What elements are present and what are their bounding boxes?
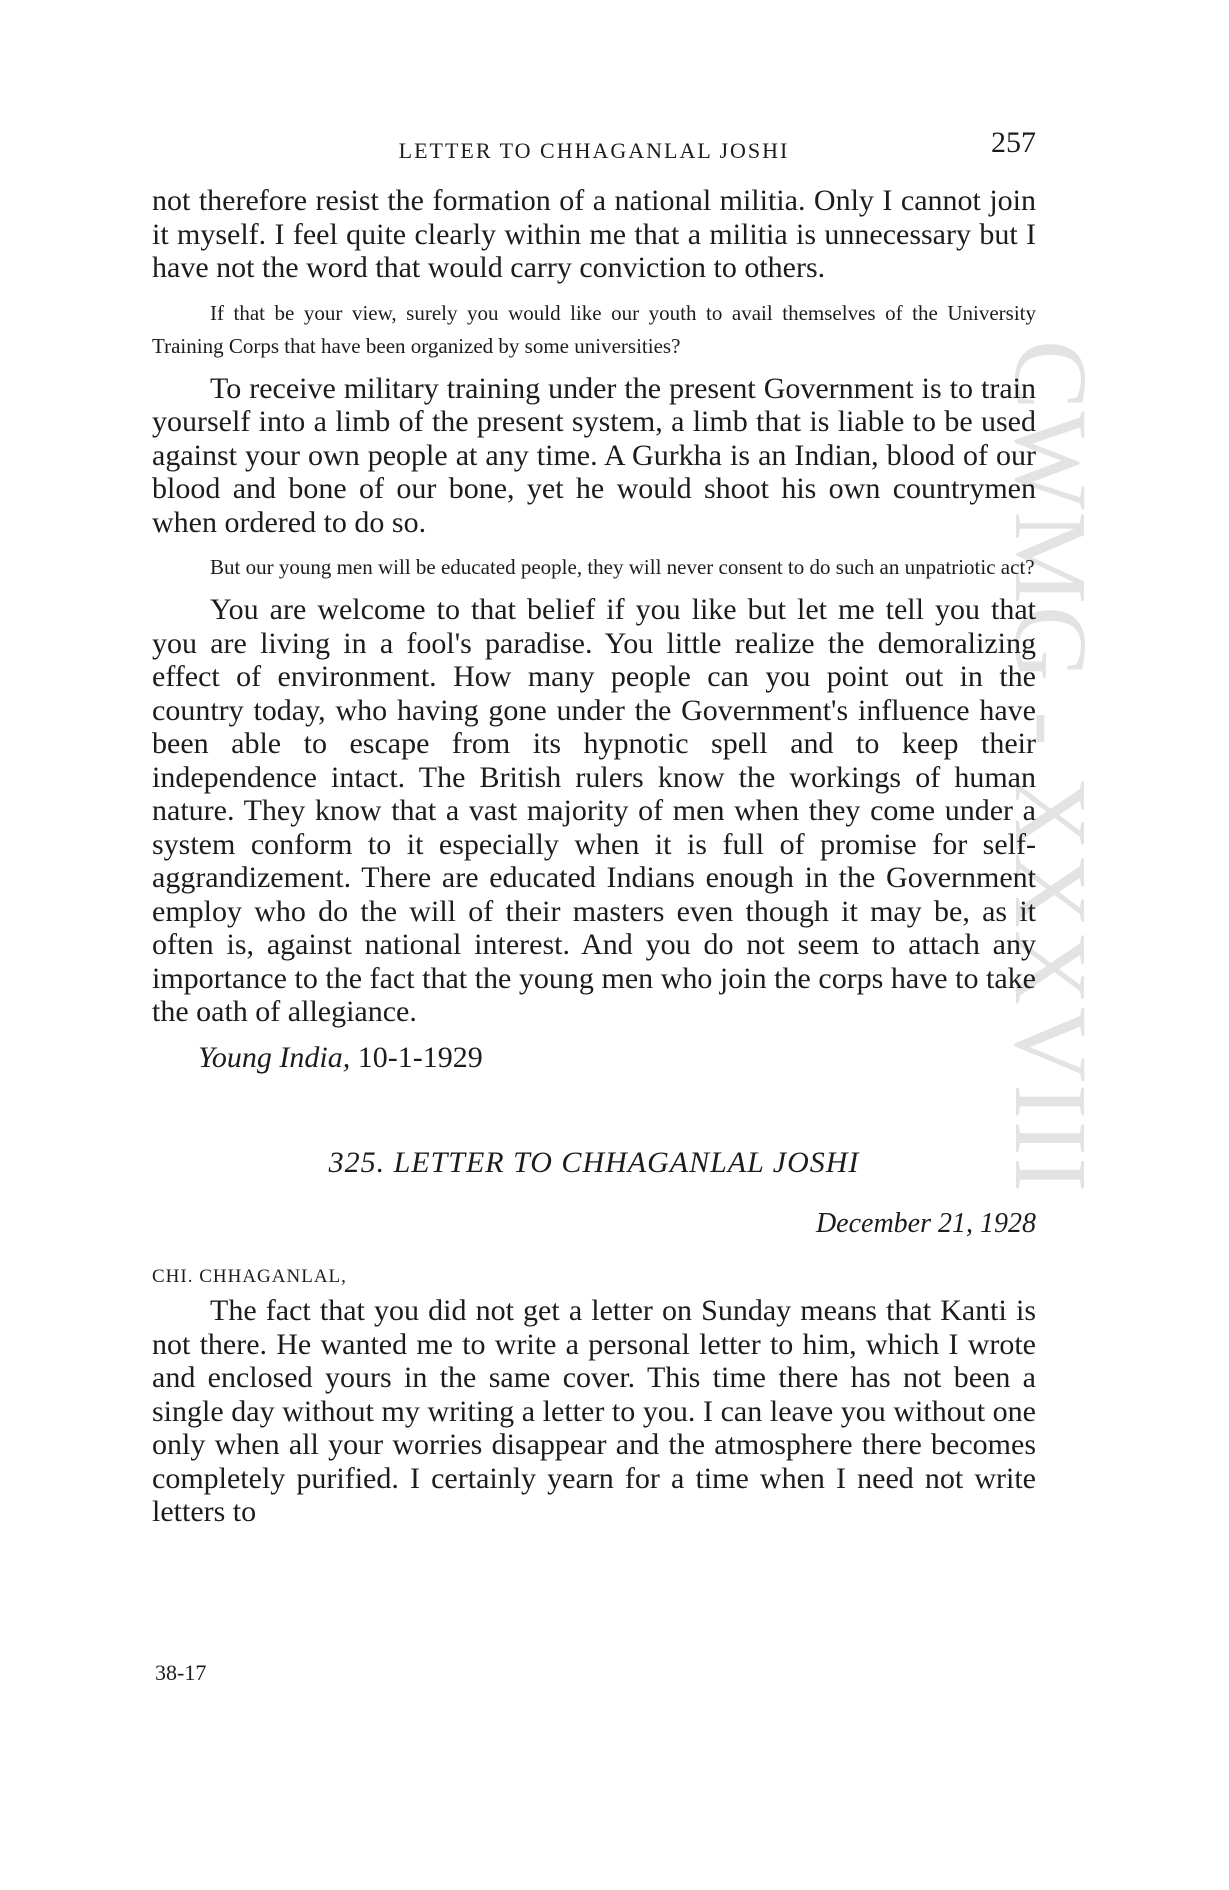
answer-2: You are welcome to that belief if you like but let me tell you that you are living in a fool's paradise. You little realize the demoralizing effect of environment. How many people can you point out in the country today, who having gone under the Government's influence have been able to escape from its hypnotic spell and to keep their independence intact. The British rulers know the workings of human nature. They know that a vast majority of men when they come under a system conform to it especially when it is full of promise for self-aggrandizement. There are educated Indians enough in the Government employ who do the will of their masters even though it may be, as it often is, against national interest. And you do not seem to attach any importance to the fact that the young men who join the corps have to take the oath of allegiance.: [152, 593, 1036, 1028]
question-2: But our young men will be educated people, they will never consent to do such an unpatriotic act?: [210, 555, 1035, 579]
article-heading: 325. LETTER TO CHHAGANLAL JOSHI: [328, 1146, 860, 1179]
running-title: LETTER TO CHHAGANLAL JOSHI: [398, 138, 790, 163]
answer-1: To receive military training under the present Government is to train yourself into a limb of the present system, a limb that is liable to be used against your own people at any time. A Gurkha is an Indian, blood of our blood and bone of our bone, yet he would shoot his own countrymen when ordered to do so.: [152, 371, 1036, 539]
continuation-paragraph: not therefore resist the formation of a national militia. Only I cannot join it myself. I feel quite clearly within me that a militia is unnecessary but I have not the word that would carry conviction to others.: [152, 184, 1036, 284]
source-date: 10-1-1929: [357, 1040, 483, 1074]
folio-mark: 38-17: [155, 1660, 207, 1685]
letter-body: The fact that you did not get a letter on Sunday means that Kanti is not there. He wanted me to write a personal letter to him, which I wrote and enclosed yours in the same cover. This time there has not been a single day without my writing a letter to you. I can leave you without one only when all your worries disappear and the atmosphere there becomes completely purified. I certainly yearn for a time when I need not write letters to: [152, 1294, 1036, 1528]
page-content: [152, 126, 1036, 1529]
page-number: 257: [991, 126, 1036, 159]
source-citation: [198, 1041, 1036, 1075]
question-1: If that be your view, surely you would like our youth to avail themselves of the University Training Corps that have been organized by some universities?: [152, 300, 1036, 358]
running-header: [152, 126, 1036, 170]
salutation: CHI. CHHAGANLAL,: [152, 1266, 347, 1287]
letter-date: December 21, 1928: [815, 1208, 1036, 1239]
watermark: CWMG - XXXVIII: [993, 340, 1108, 1195]
source-publication: Young India,: [198, 1040, 351, 1074]
